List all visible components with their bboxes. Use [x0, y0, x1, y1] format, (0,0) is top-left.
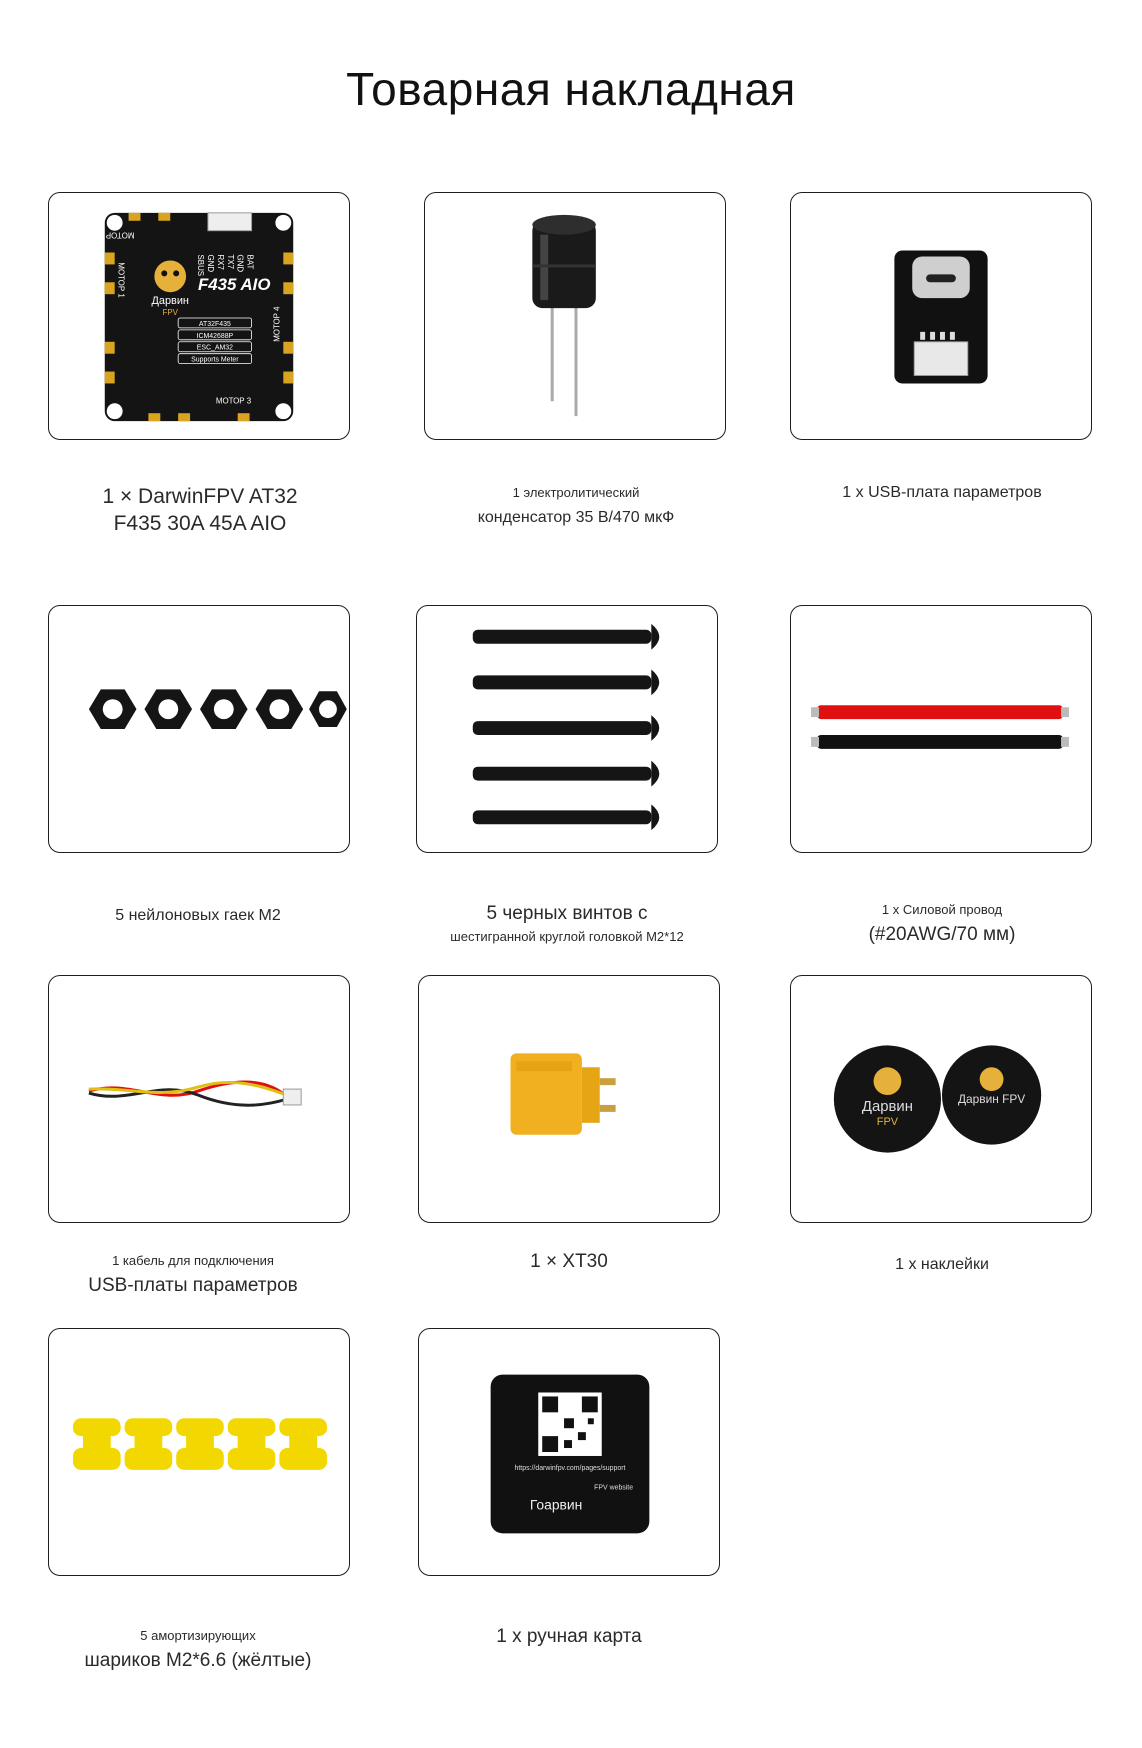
xt30-image-card	[418, 975, 720, 1223]
caption-line: (#20AWG/70 мм)	[868, 923, 1016, 945]
caption-line: 1 x USB-плата параметров	[842, 484, 1042, 501]
cable-image-card	[48, 975, 350, 1223]
caption-line: 1 электролитический	[512, 485, 640, 500]
caption-stickers	[782, 1255, 1102, 1276]
caption-line: 5 нейлоновых гаек M2	[115, 907, 281, 924]
fc-motor-label: МОТОР 3	[215, 396, 252, 406]
stickers-image-card	[790, 975, 1092, 1223]
caption-line: 1 × XT30	[530, 1251, 608, 1272]
fc-chip-label: AT32F435	[198, 320, 231, 328]
fc-brand-text: Дарвин	[151, 295, 189, 308]
caption-capacitor	[416, 485, 736, 529]
caption-line: шариков M2*6.6 (жёлтые)	[84, 1649, 312, 1671]
fc-chip-label: ESC_AM32	[196, 344, 233, 352]
stickers-image	[791, 976, 1091, 1222]
fc-motor-label: МОТОР 2	[99, 230, 135, 240]
caption-wire	[782, 902, 1102, 948]
dampers-image-card	[48, 1328, 350, 1576]
screws-image-card	[416, 605, 718, 853]
fc-pin-label: SBUS	[196, 254, 206, 277]
caption-line: F435 30A 45A AIO	[113, 512, 287, 536]
caption-line: конденсатор 35 В/470 мкФ	[477, 508, 675, 526]
caption-usb-board	[782, 483, 1102, 504]
caption-dampers	[38, 1628, 358, 1674]
fc-brand-sub-text: FPV	[162, 308, 178, 318]
fc-pin-label: BAT	[245, 254, 255, 270]
power-wire-image	[791, 606, 1091, 852]
nuts-image	[49, 606, 349, 852]
capacitor-image-card	[424, 192, 726, 440]
page-title: Товарная накладная	[346, 63, 796, 115]
fc-pin-label: TX7	[225, 254, 235, 270]
fc-pin-label: GND	[205, 254, 215, 273]
caption-cable	[33, 1253, 353, 1299]
caption-screws	[407, 902, 727, 946]
manual-site-text: FPV website	[594, 1484, 634, 1492]
fc-image-card	[48, 192, 350, 440]
caption-line: 5 амортизирующих	[140, 1628, 256, 1643]
caption-line: 1 × DarwinFPV AT32	[102, 485, 298, 508]
caption-fc	[40, 483, 360, 538]
xt30-connector-image	[419, 976, 719, 1222]
wire-image-card	[790, 605, 1092, 853]
sticker-text: Дарвин FPV	[957, 1091, 1026, 1106]
nuts-image-card	[48, 605, 350, 853]
caption-manual	[409, 1625, 729, 1650]
caption-line: 5 черных винтов с	[486, 903, 648, 924]
caption-nuts	[38, 906, 358, 927]
fc-chip-label: Supports Meter	[191, 356, 239, 364]
manual-card-image	[419, 1329, 719, 1575]
caption-line: 1 x Силовой провод	[881, 902, 1003, 917]
flight-controller-image	[49, 193, 349, 439]
caption-line: 1 x наклейки	[895, 1256, 989, 1273]
fc-chip-label: ICM42688P	[196, 332, 234, 340]
fc-pin-label: GND	[235, 254, 245, 273]
manual-image-card	[418, 1328, 720, 1576]
dampers-image	[49, 1329, 349, 1575]
fc-motor-label: МОТОР 1	[116, 262, 126, 298]
cable-image	[49, 976, 349, 1222]
manual-url-text: https://darwinfpv.com/pages/support	[514, 1464, 626, 1472]
caption-xt30	[409, 1250, 729, 1275]
caption-line: шестигранной круглой головкой M2*12	[450, 928, 684, 944]
caption-line: 1 x ручная карта	[496, 1626, 642, 1647]
screws-image	[417, 606, 717, 852]
caption-line: USB-платы параметров	[88, 1274, 298, 1296]
sticker-text: Дарвин	[861, 1098, 913, 1115]
capacitor-image	[425, 193, 725, 439]
usb-board-image-card	[790, 192, 1092, 440]
sticker-text: FPV	[876, 1115, 899, 1128]
fc-motor-label: МОТОР 4	[272, 306, 282, 342]
usb-board-image	[791, 193, 1091, 439]
fc-model-text: F435 AIO	[198, 275, 271, 295]
manual-brand-text: Гоарвин	[529, 1496, 583, 1513]
caption-line: 1 кабель для подключения	[112, 1253, 274, 1268]
fc-pin-label: RX7	[215, 254, 225, 270]
